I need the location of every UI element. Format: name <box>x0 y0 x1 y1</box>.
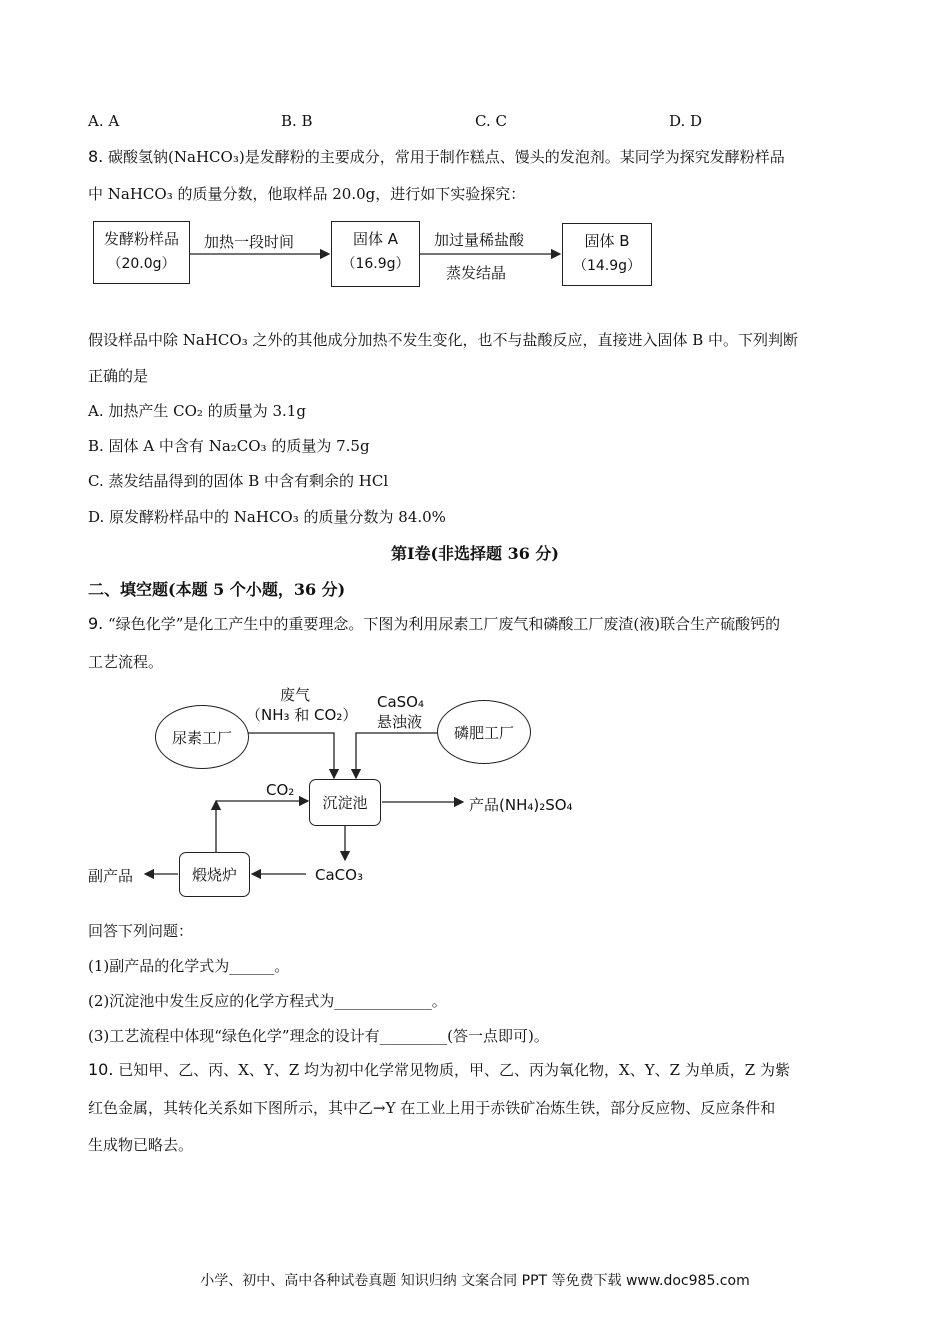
q10-text1: 已知甲、乙、丙、X、Y、Z 均为初中化学常见物质，甲、乙、丙为氧化物，X、Y、Z 为单质，Z 为紫 <box>118 1061 790 1079</box>
q7-option-b: B. B <box>281 112 313 130</box>
arrow1-label: 加热一段时间 <box>204 233 295 251</box>
q8-line4: 正确的是 <box>88 367 149 385</box>
q9-sub3: (3)工艺流程中体现“绿色化学”理念的设计有_________(答一点即可)。 <box>88 1027 549 1045</box>
q7-option-c: C. C <box>475 112 507 130</box>
q7-option-d: D. D <box>669 112 703 130</box>
part2-title: 第Ⅰ卷(非选择题 36 分) <box>390 544 560 563</box>
furnace-node <box>179 852 250 897</box>
q8-text1: 碳酸氢钠(NaHCO₃)是发酵粉的主要成分，常用于制作糕点、馒头的发泡剂。某同学为探究发酵粉样品 <box>108 148 785 166</box>
label-caso4: CaSO₄ <box>377 693 425 711</box>
phosphate-factory-label: 磷肥工厂 <box>453 723 514 742</box>
section2-title: 二、填空题(本题 5 个小题，36 分) <box>88 580 346 599</box>
arrow2-label-bottom: 蒸发结晶 <box>446 264 507 282</box>
urea-factory-label: 尿素工厂 <box>171 728 232 747</box>
q10-line3: 生成物已略去。 <box>88 1136 194 1154</box>
q10-line1 <box>88 1059 790 1080</box>
label-caco3: CaCO₃ <box>315 866 363 884</box>
q8-number: 8. <box>88 147 104 166</box>
box-solid-a-label: 固体 A <box>352 230 399 248</box>
q8-option-a: A. 加热产生 CO₂ 的质量为 3.1g <box>88 402 306 420</box>
q8-line2: 中 NaHCO₃ 的质量分数，他取样品 20.0g，进行如下实验探究： <box>88 185 526 203</box>
label-waste-gas-detail: （NH₃ 和 CO₂） <box>246 706 358 724</box>
box-sample-label: 发酵粉样品 <box>103 230 179 248</box>
q10-line2: 红色金属，其转化关系如下图所示，其中乙→Y 在工业上用于赤铁矿冶炼生铁，部分反应物、反应条件和 <box>88 1099 776 1117</box>
q9-sub1: (1)副产品的化学式为______。 <box>88 957 290 975</box>
q9-text1: “绿色化学”是化工产生中的重要理念。下图为利用尿素工厂废气和磷酸工厂废渣(液)联合生产硫酸钙的 <box>108 615 781 633</box>
q9-number: 9. <box>88 614 104 633</box>
box-sample-mass: （20.0g） <box>107 256 176 272</box>
q10-number: 10. <box>88 1060 114 1079</box>
label-suspension: 悬浊液 <box>377 713 423 731</box>
phosphate-factory-node <box>437 700 531 764</box>
q8-option-b: B. 固体 A 中含有 Na₂CO₃ 的质量为 7.5g <box>88 437 370 455</box>
label-byproduct: 副产品 <box>88 867 134 885</box>
q8-line3: 假设样品中除 NaHCO₃ 之外的其他成分加热不发生变化，也不与盐酸反应，直接进入固体 B 中。下列判断 <box>88 331 799 349</box>
q8-option-c: C. 蒸发结晶得到的固体 B 中含有剩余的 HCl <box>88 472 389 490</box>
settling-tank-node <box>309 779 381 826</box>
q9-line2: 工艺流程。 <box>88 653 164 671</box>
label-co2: CO₂ <box>266 781 295 799</box>
q8-option-d: D. 原发酵粉样品中的 NaHCO₃ 的质量分数为 84.0% <box>88 508 446 526</box>
label-waste-gas: 废气 <box>280 686 311 704</box>
box-solid-b-mass: （14.9g） <box>572 258 642 274</box>
q9-sub2: (2)沉淀池中发生反应的化学方程式为_____________。 <box>88 992 447 1010</box>
arrow2-label-top: 加过量稀盐酸 <box>434 231 525 249</box>
furnace-label: 煅烧炉 <box>191 866 237 884</box>
box-solid-a-mass: （16.9g） <box>341 256 410 272</box>
q9-answer-intro: 回答下列问题： <box>88 922 194 940</box>
box-solid-b-label: 固体 B <box>584 232 630 250</box>
settling-tank-label: 沉淀池 <box>322 794 368 812</box>
page-footer: 小学、初中、高中各种试卷真题 知识归纳 文案合同 PPT 等免费下载 www.doc985.com <box>200 1273 750 1289</box>
urea-factory-node <box>155 705 249 769</box>
label-product: 产品(NH₄)₂SO₄ <box>469 796 573 814</box>
q7-option-a: A. A <box>88 112 120 130</box>
